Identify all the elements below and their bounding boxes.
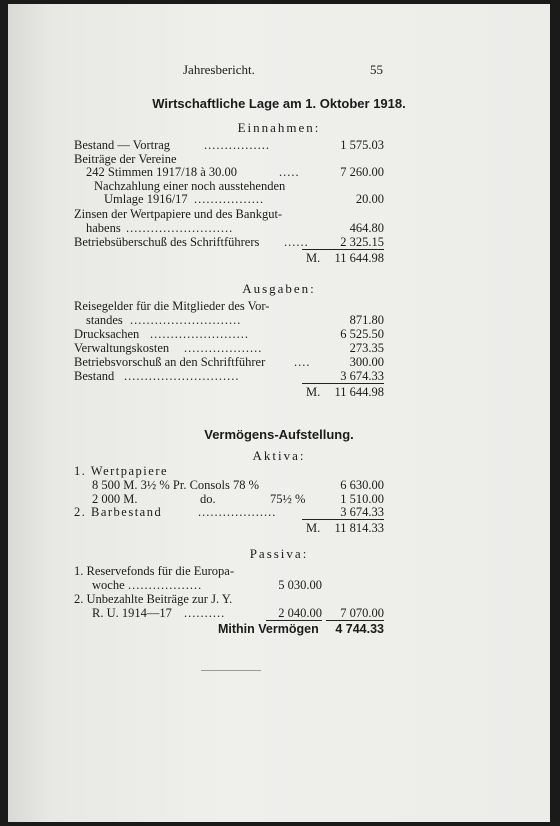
row-value: 2 325.15: [340, 235, 384, 249]
leader-dots: ..........: [184, 606, 226, 620]
row-value: 7 260.00: [340, 165, 384, 179]
leader-dots: ............................: [124, 369, 240, 383]
leader-dots: ...........................: [130, 313, 242, 327]
row-label: Reisegelder für die Mitglieder des Vor-: [74, 299, 270, 313]
total-prefix: M.: [306, 251, 321, 265]
leader-dots: ...................: [184, 341, 263, 355]
ausgaben-heading: Ausgaben:: [242, 281, 316, 296]
aktiva-total: 11 814.33: [334, 521, 384, 535]
total-prefix: M.: [306, 385, 321, 399]
einnahmen-heading: Einnahmen:: [237, 120, 321, 135]
result-value: 4 744.33: [335, 622, 384, 636]
vermoegen-title: Vermögens-Aufstellung.: [204, 427, 354, 442]
passiva-sum: 7 070.00: [340, 606, 384, 620]
aktiva-line-2-value: 1 510.00: [340, 492, 384, 506]
row-label: Verwaltungskosten: [74, 341, 170, 355]
aktiva-line-2-rate: 75½ %: [270, 492, 306, 506]
leader-dots: ..................: [128, 578, 203, 592]
ausgaben-total: 11 644.98: [334, 385, 384, 399]
row-value: 464.80: [349, 221, 384, 235]
row-label: 242 Stimmen 1917/18 à 30.00: [86, 165, 238, 179]
leader-dots: ..........................: [126, 221, 234, 235]
row-label: habens: [86, 221, 121, 235]
row-label: Zinsen der Wertpapiere und des Bankgut-: [74, 207, 283, 221]
passiva-item-1-cont: woche: [92, 578, 125, 592]
row-label: Umlage 1916/17: [104, 192, 188, 206]
sum-rule: [302, 519, 384, 520]
leader-dots: ......: [284, 235, 309, 249]
row-label: Betriebsüberschuß des Schriftführers: [74, 235, 260, 249]
aktiva-item-2: 2. Barbestand: [74, 505, 163, 519]
aktiva-item-2-value: 3 674.33: [340, 505, 384, 519]
aktiva-line-2-nominal: 2 000 M.: [92, 492, 138, 506]
sum-rule: [302, 249, 384, 250]
row-label: Nachzahlung einer noch ausstehenden: [94, 179, 286, 193]
leader-dots: ....: [294, 355, 311, 369]
passiva-item-1: 1. Reservefonds für die Europa-: [74, 564, 235, 578]
passiva-heading: Passiva:: [249, 546, 309, 561]
passiva-item-2: 2. Unbezahlte Beiträge zur J. Y.: [74, 592, 233, 606]
sum-rule: [266, 620, 322, 621]
aktiva-heading: Aktiva:: [252, 448, 306, 463]
row-value: 871.80: [349, 313, 384, 327]
passiva-item-2-cont: R. U. 1914—17: [92, 606, 172, 620]
total-prefix: M.: [306, 521, 321, 535]
leader-dots: ................: [204, 138, 270, 152]
row-label: Betriebsvorschuß an den Schriftführer: [74, 355, 266, 369]
running-title: Jahresbericht.: [183, 62, 255, 77]
sum-rule: [302, 383, 384, 384]
passiva-item-1-value: 5 030.00: [278, 578, 322, 592]
aktiva-line-1: 8 500 M. 3½ % Pr. Consols 78 %: [92, 478, 260, 492]
row-value: 3 674.33: [340, 369, 384, 383]
row-label: standes: [86, 313, 123, 327]
aktiva-line-1-value: 6 630.00: [340, 478, 384, 492]
row-label: Bestand — Vortrag: [74, 138, 171, 152]
aktiva-item-1: 1. Wertpapiere: [74, 464, 169, 478]
leader-dots: ........................: [150, 327, 249, 341]
einnahmen-total: 11 644.98: [334, 251, 384, 265]
sum-rule: [326, 620, 384, 621]
leader-dots: .................: [194, 192, 265, 206]
row-value: 20.00: [355, 192, 384, 206]
row-label: Drucksachen: [74, 327, 140, 341]
running-header: [183, 62, 383, 78]
page-number: 55: [370, 62, 383, 77]
row-label: Bestand: [74, 369, 115, 383]
section-title: Wirtschaftliche Lage am 1. Oktober 1918.: [152, 96, 406, 111]
row-value: 1 575.03: [340, 138, 384, 152]
book-page: [8, 4, 550, 822]
row-label: Beiträge der Vereine: [74, 152, 177, 166]
leader-dots: ...................: [198, 505, 277, 519]
divider: [201, 670, 261, 671]
row-value: 273.35: [349, 341, 384, 355]
row-value: 6 525.50: [340, 327, 384, 341]
aktiva-line-2-ditto: do.: [200, 492, 216, 506]
passiva-item-2-value: 2 040.00: [278, 606, 322, 620]
leader-dots: .....: [279, 165, 300, 179]
row-value: 300.00: [349, 355, 384, 369]
result-label: Mithin Vermögen: [218, 622, 319, 636]
